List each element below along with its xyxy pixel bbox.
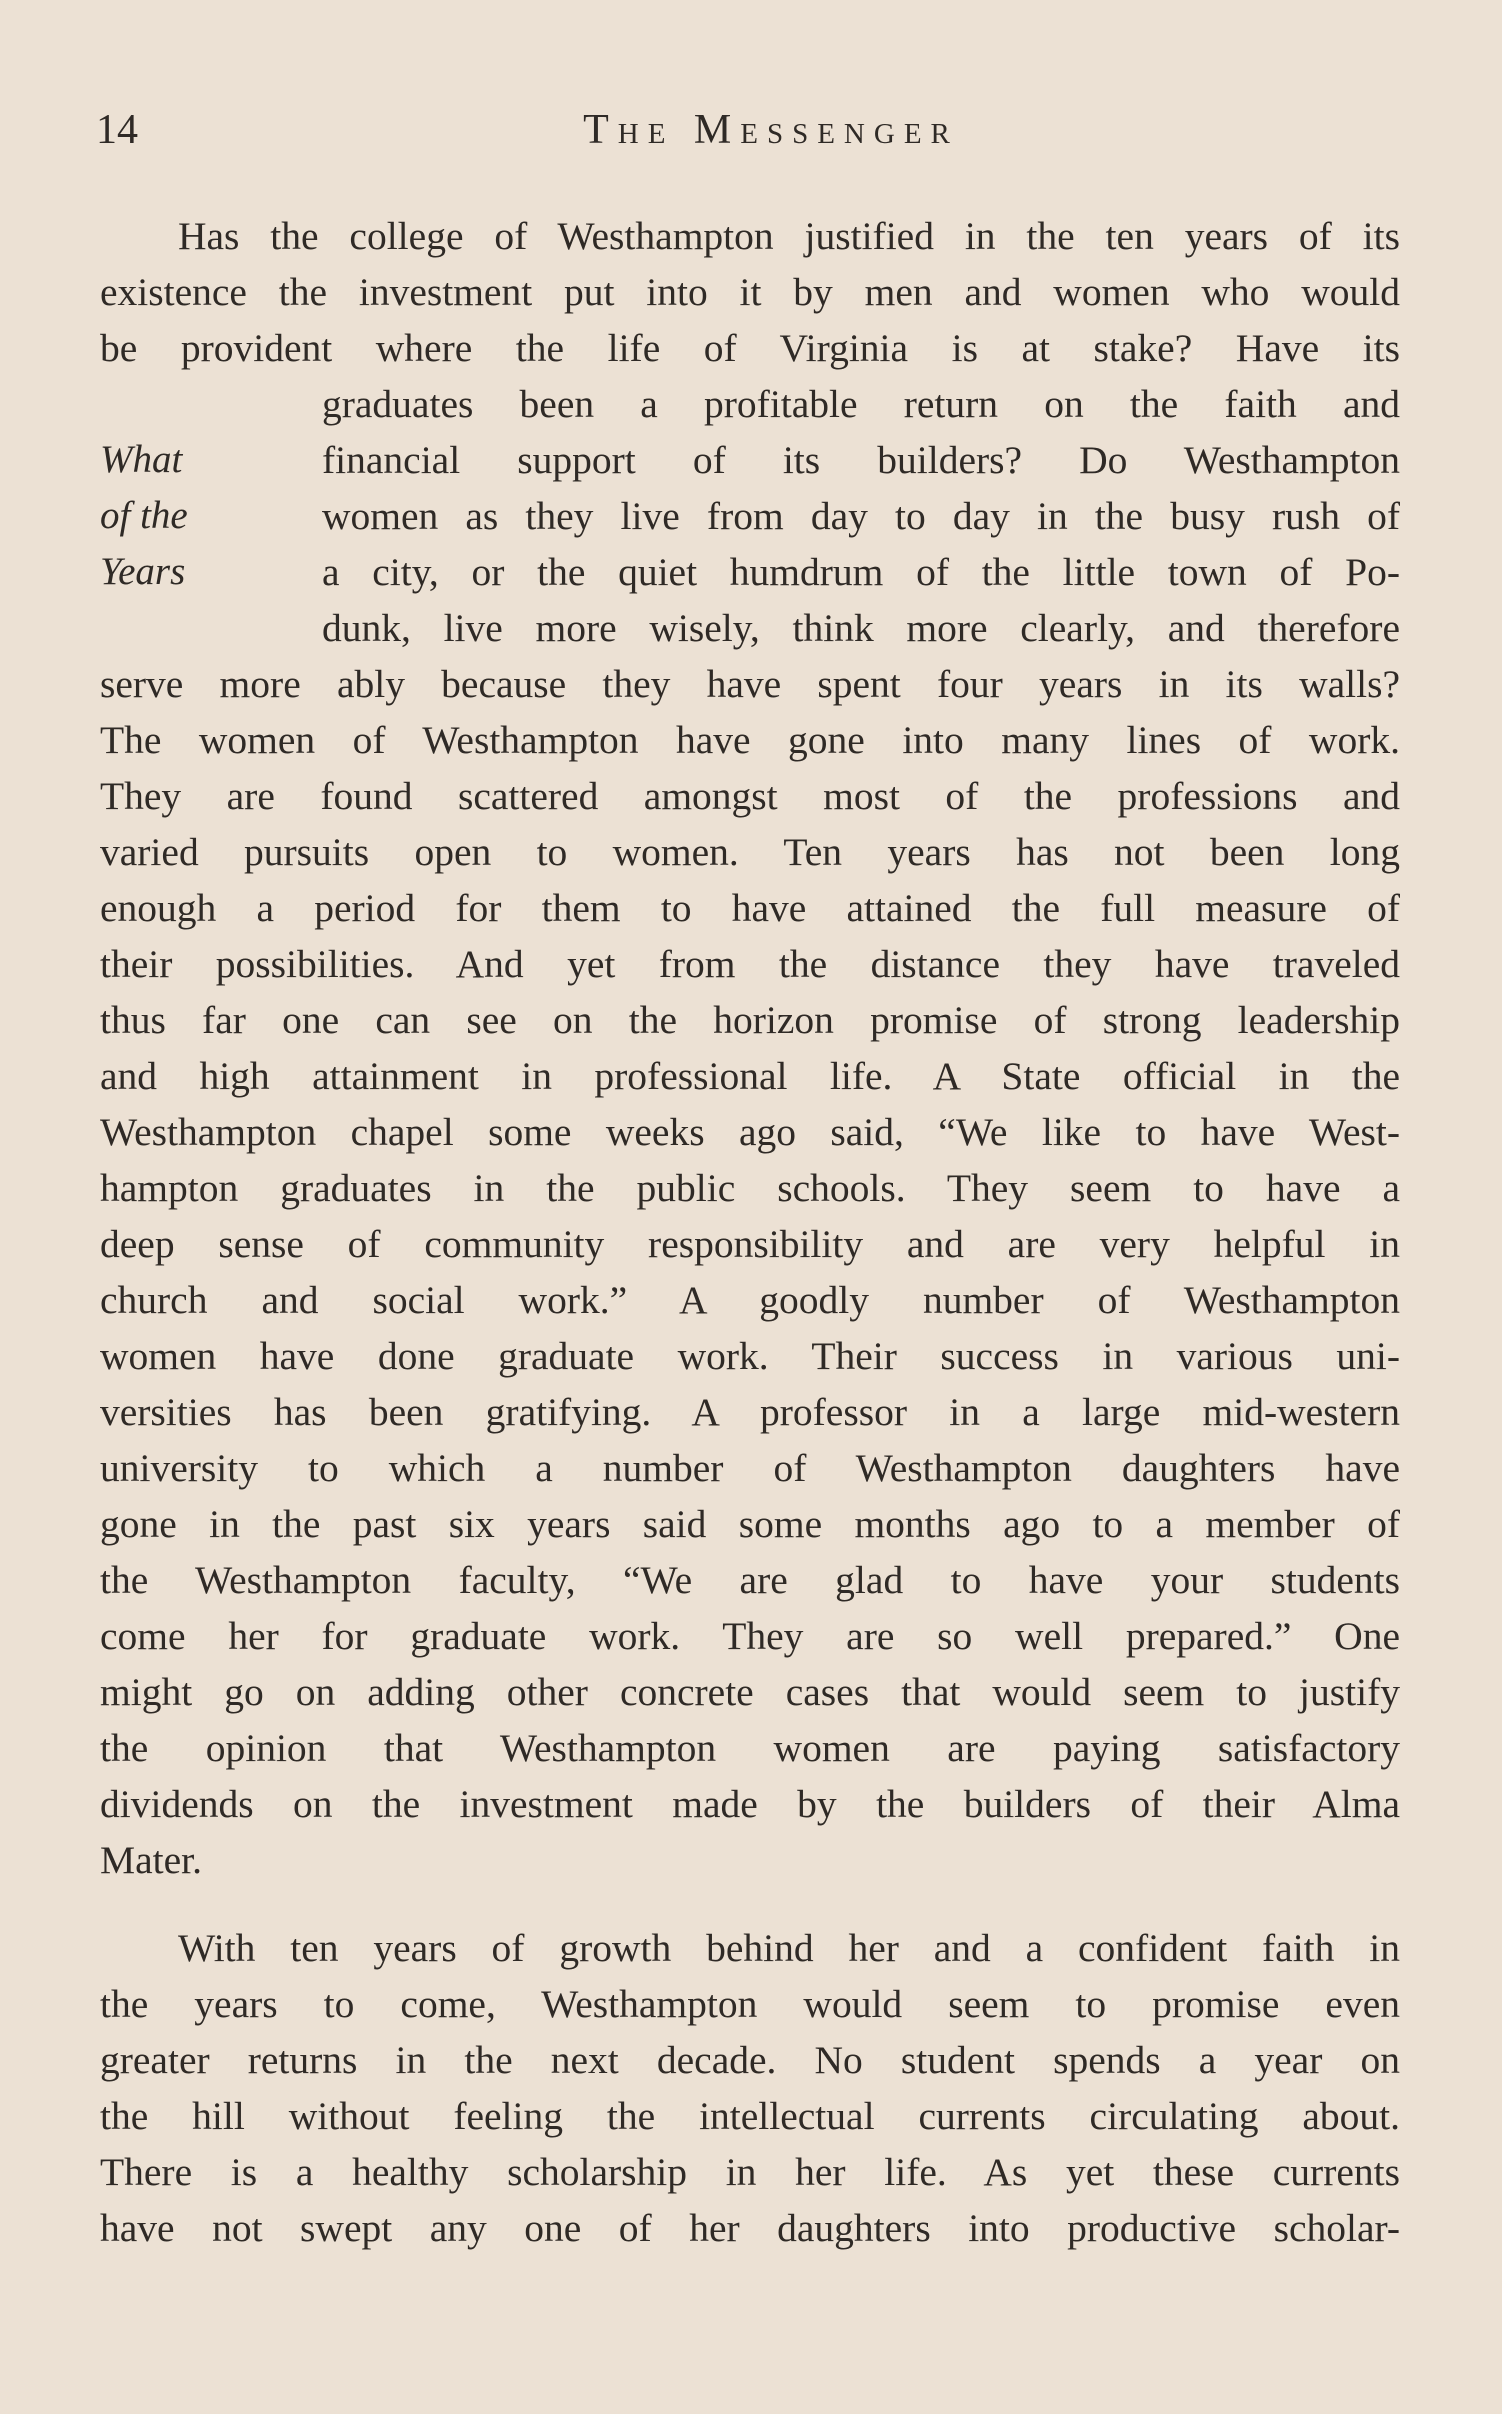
text-line: dividends on the investment made by the builders of their Alma [100, 1782, 1400, 1826]
text-line: greater returns in the next decade. No student spends a year on [100, 2038, 1400, 2082]
page-header [96, 100, 1406, 160]
text-line: and high attainment in professional life. A State official in the [100, 1054, 1400, 1098]
text-line: be provident where the life of Virginia is at stake? Have its [100, 326, 1400, 370]
text-line: might go on adding other concrete cases that would seem to justify [100, 1670, 1400, 1714]
text-line: the years to come, Westhampton would seem to promise even [100, 1982, 1400, 2026]
paragraph-1 [100, 208, 1400, 1888]
text-line: women have done graduate work. Their success in various uni- [100, 1334, 1400, 1378]
text-line: hampton graduates in the public schools. They seem to have a [100, 1166, 1400, 1210]
text-line: university to which a number of Westhampton daughters have [100, 1446, 1400, 1490]
text-line: deep sense of community responsibility and are very helpful in [100, 1222, 1400, 1266]
paragraph-2 [100, 1920, 1400, 2256]
text-line: church and social work.” A goodly number of Westhampton [100, 1278, 1400, 1322]
text-line: come her for graduate work. They are so well prepared.” One [100, 1614, 1400, 1658]
text-line: gone in the past six years said some months ago to a member of [100, 1502, 1400, 1546]
text-line: dunk, live more wisely, think more clearly, and therefore [322, 606, 1400, 650]
margin-note-line: What [100, 438, 183, 481]
text-line: Mater. [100, 1838, 203, 1882]
text-line: existence the investment put into it by men and women who would [100, 270, 1400, 314]
text-line: The women of Westhampton have gone into many lines of work. [100, 718, 1400, 762]
text-line: thus far one can see on the horizon promise of strong leadership [100, 998, 1400, 1042]
running-title: The Messenger [583, 107, 959, 153]
text-line: With ten years of growth behind her and a confident faith in [178, 1926, 1400, 1970]
margin-note-line: of the [100, 494, 188, 537]
text-line: financial support of its builders? Do Westhampton [322, 438, 1400, 482]
text-line: Westhampton chapel some weeks ago said, “We like to have West- [100, 1110, 1400, 1154]
text-line: women as they live from day to day in the busy rush of [322, 494, 1400, 538]
text-line: varied pursuits open to women. Ten years has not been long [100, 830, 1400, 874]
text-line: the Westhampton faculty, “We are glad to have your students [100, 1558, 1400, 1602]
text-line: graduates been a profitable return on the faith and [322, 382, 1400, 426]
text-line: They are found scattered amongst most of the professions and [100, 774, 1400, 818]
text-line: versities has been gratifying. A professor in a large mid-western [100, 1390, 1400, 1434]
text-line: Has the college of Westhampton justified in the ten years of its [178, 214, 1400, 258]
text-line: the opinion that Westhampton women are paying satisfactory [100, 1726, 1400, 1770]
text-line: There is a healthy scholarship in her life. As yet these currents [100, 2150, 1400, 2194]
text-line: enough a period for them to have attained the full measure of [100, 886, 1400, 930]
page-number: 14 [96, 107, 138, 153]
text-line: have not swept any one of her daughters into productive scholar- [100, 2206, 1400, 2250]
text-line: the hill without feeling the intellectual currents circulating about. [100, 2094, 1400, 2138]
text-line: serve more ably because they have spent four years in its walls? [100, 662, 1400, 706]
margin-note-line: Years [100, 550, 186, 593]
text-line: a city, or the quiet humdrum of the little town of Po- [322, 550, 1400, 594]
text-line: their possibilities. And yet from the distance they have traveled [100, 942, 1400, 986]
